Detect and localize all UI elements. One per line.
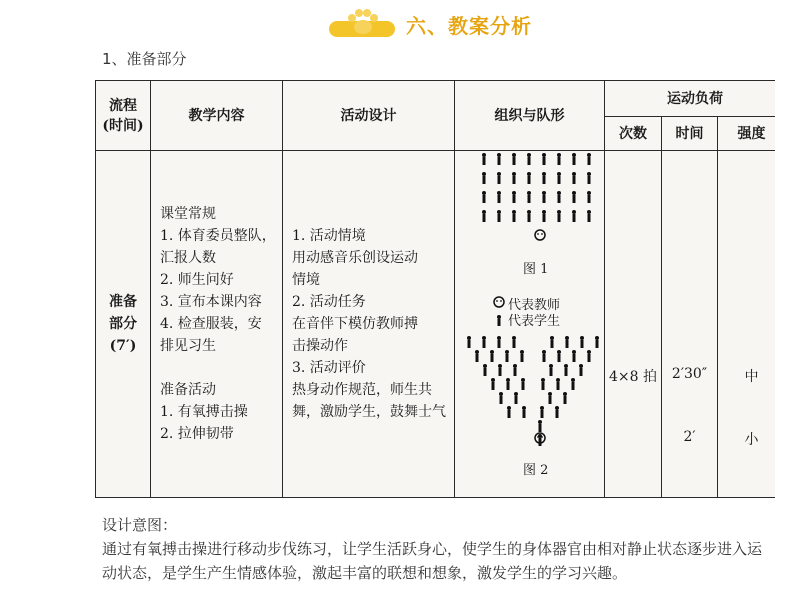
student-icon — [587, 350, 591, 362]
student-icon — [540, 406, 544, 418]
content-cell: 课堂常规 1. 体育委员整队， 汇报人数 2. 师生问好 3. 宣布本课内容 4. 检查服装，安 排见习生 准备活动 1. 有氧搏击操 2. 拉伸韧带 — [151, 151, 283, 498]
student-icon — [542, 172, 546, 184]
figure-2-students — [467, 336, 599, 446]
figure-1-label: 图 1 — [523, 262, 549, 277]
student-icon — [542, 350, 546, 362]
header-flow: 流程 (时间) — [96, 81, 151, 151]
student-icon — [541, 378, 545, 390]
student-icon — [587, 191, 591, 203]
student-icon — [521, 378, 525, 390]
student-icon — [475, 350, 479, 362]
student-icon — [527, 191, 531, 203]
student-icon — [507, 406, 511, 418]
header-design: 活动设计 — [283, 81, 455, 151]
student-icon — [527, 153, 531, 165]
student-icon — [565, 336, 569, 348]
student-icon — [557, 210, 561, 222]
student-icon — [483, 364, 487, 376]
student-icon — [587, 153, 591, 165]
student-icon — [506, 378, 510, 390]
student-icon — [520, 350, 524, 362]
student-icon — [497, 191, 501, 203]
teacher-icon — [535, 230, 545, 240]
student-icon — [587, 172, 591, 184]
student-icon — [572, 210, 576, 222]
student-icon — [527, 172, 531, 184]
student-icon — [497, 153, 501, 165]
student-icon — [512, 153, 516, 165]
student-icon — [571, 378, 575, 390]
student-icon — [572, 350, 576, 362]
design-cell: 1. 活动情境 用动感音乐创设运动 情境 2. 活动任务 在音伴下模仿教师搏 击操动作 3. 活动评价 热身动作规范，师生共 舞，激励学生，鼓舞士气 — [283, 151, 455, 498]
header-organization: 组织与队形 — [455, 81, 605, 151]
student-icon — [556, 378, 560, 390]
student-icon — [498, 364, 502, 376]
student-icon — [497, 336, 501, 348]
legend-teacher-label: 代表教师 — [508, 298, 561, 313]
student-icon — [512, 191, 516, 203]
student-icon — [527, 210, 531, 222]
student-icon — [505, 350, 509, 362]
student-icon — [513, 364, 517, 376]
student-icon — [550, 336, 554, 348]
header-intensity: 强度 — [718, 117, 776, 151]
student-icon — [512, 210, 516, 222]
flow-cell: 准备 部分 (7′) — [96, 151, 151, 498]
student-icon — [482, 336, 486, 348]
paw-icon — [346, 8, 380, 36]
section-header — [0, 6, 800, 40]
student-icon — [482, 191, 486, 203]
student-icon — [522, 406, 526, 418]
student-icon — [572, 172, 576, 184]
time-cell: 2′30″ 2′ — [662, 151, 718, 498]
student-icon — [572, 153, 576, 165]
student-icon — [497, 172, 501, 184]
figure-1-students — [482, 153, 591, 222]
student-icon — [512, 336, 516, 348]
student-icon — [512, 172, 516, 184]
student-icon — [572, 191, 576, 203]
student-icon — [514, 392, 518, 404]
lesson-plan-table-image — [95, 80, 775, 498]
header-load: 运动负荷 — [605, 81, 776, 117]
student-icon — [557, 191, 561, 203]
student-icon — [563, 392, 567, 404]
student-icon — [579, 364, 583, 376]
student-icon — [491, 378, 495, 390]
page-title: 六、教案分析 — [406, 14, 532, 38]
organization-cell — [455, 151, 605, 498]
student-icon — [549, 364, 553, 376]
count-cell: 4×8 拍 — [605, 151, 662, 498]
student-icon — [555, 406, 559, 418]
student-icon — [557, 172, 561, 184]
student-icon — [548, 392, 552, 404]
student-icon — [542, 153, 546, 165]
lesson-plan-table — [95, 80, 775, 498]
student-icon — [497, 210, 501, 222]
student-icon — [482, 172, 486, 184]
student-icon — [580, 336, 584, 348]
design-intent-title: 设计意图： — [102, 516, 178, 534]
student-icon — [557, 350, 561, 362]
header-count: 次数 — [605, 117, 662, 151]
student-icon — [542, 191, 546, 203]
student-icon — [482, 153, 486, 165]
legend-student-label: 代表学生 — [508, 314, 561, 329]
student-icon — [538, 420, 542, 432]
student-icon — [499, 392, 503, 404]
student-icon — [482, 210, 486, 222]
header-content: 教学内容 — [151, 81, 283, 151]
legend-teacher-icon — [494, 297, 504, 307]
student-icon — [557, 153, 561, 165]
legend-student-icon — [497, 315, 501, 326]
student-icon — [542, 210, 546, 222]
figure-2-label: 图 2 — [523, 463, 549, 478]
design-intent-text: 通过有氧搏击操进行移动步伐练习，让学生活跃身心，使学生的身体器官由相对静止状态逐步进入运动状态，是学生产生情感体验，激起丰富的联想和想象，激发学生的学习兴趣。 — [102, 540, 763, 582]
student-icon — [587, 210, 591, 222]
student-icon — [490, 350, 494, 362]
student-icon — [538, 434, 542, 446]
student-icon — [564, 364, 568, 376]
student-icon — [595, 336, 599, 348]
intensity-cell: 中 小 — [718, 151, 776, 498]
section-title: 1、准备部分 — [102, 50, 187, 68]
header-time: 时间 — [662, 117, 718, 151]
student-icon — [467, 336, 471, 348]
